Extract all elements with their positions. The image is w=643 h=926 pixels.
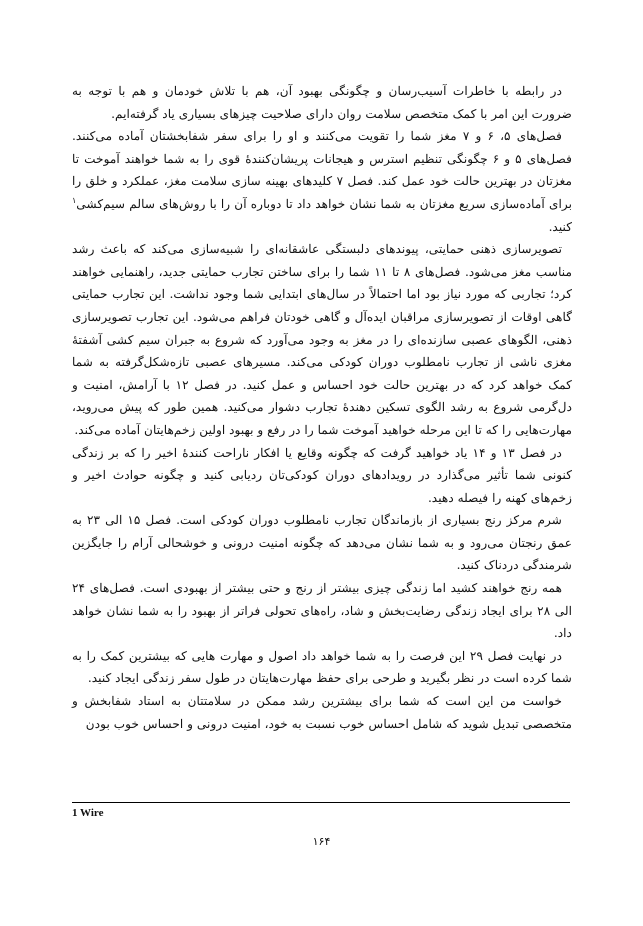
- paragraph-5: شرم مرکز رنج بسیاری از بازماندگان تجارب نامطلوب دوران کودکی است. فصل ۱۵ الی ۲۳ به عمق رنجتان می‌رود و به شما نشان می‌دهد که چگونه امنیت درونی و خوشحالی آرام را جایگزین شرمندگی دردناک کنید.: [72, 513, 572, 573]
- paragraph-1: در رابطه با خاطرات آسیب‌رسان و چگونگی بهبود آن، هم با تلاش خودمان و هم با توجه به ضرورت این امر با کمک متخصص سلامت روان دارای صلاحیت چیزهای بسیاری یاد گرفته‌ایم.: [72, 84, 572, 121]
- paragraph-2-text: فصل‌های ۵، ۶ و ۷ مغز شما را تقویت می‌کنند و او را برای سفر شفابخشتان آماده می‌کنند. فصل‌های ۵ و ۶ چگونگی تنظیم استرس و هیجانات پریشان‌کنندهٔ قوی را به شما خواهند آموخت تا مغزتان در بهترین حالت خود عمل کند. فصل ۷ کلیدهای بهینه سازی سلامت مغز، عملکرد و خلق را برای آماده‌سازی سریع مغزتان به شما نشان خواهد داد تا دوباره آن را با روش‌های سالم سیم‌کشی: [72, 129, 572, 211]
- footnote-divider: [72, 802, 570, 803]
- page-number: ۱۶۴: [312, 835, 331, 848]
- footnote-marker: ۱: [72, 195, 77, 205]
- paragraph-2-tail: کنید.: [548, 219, 572, 234]
- paragraph-8: خواست من این است که شما برای بیشترین رشد ممکن در سلامتتان به استاد شفابخش و متخصصی تبدیل شوید که شامل احساس خوب نسبت به خود، امنیت درونی و احساس خوب بودن: [72, 694, 572, 731]
- paragraph-6: همه رنج خواهند کشید اما زندگی چیزی بیشتر از رنج و حتی بیشتر از بهبودی است. فصل‌های ۲۴ الی ۲۸ برای ایجاد زندگی رضایت‌بخش و شاد، راه‌های تحولی فراتر از بهبود را به شما نشان خواهد داد.: [72, 581, 572, 641]
- footnote: 1 Wire: [72, 807, 104, 819]
- paragraph-2: [72, 125, 572, 238]
- paragraph-4: در فصل ۱۳ و ۱۴ یاد خواهید گرفت که چگونه وقایع یا افکار ناراحت کنندهٔ اخیر را که بر زندگی کنونی شما تأثیر می‌گذارد در رویدادهای دوران کودکی‌تان ردیابی کنید و چگونه حوادث اخیر و زخم‌های کهنه را فیصله دهید.: [72, 445, 572, 505]
- body-text: [72, 80, 572, 735]
- paragraph-3: تصویرسازی ذهنی حمایتی، پیوندهای دلبستگی عاشقانه‌ای را شبیه‌سازی می‌کند که باعث رشد مناسب مغز می‌شود. فصل‌های ۸ تا ۱۱ شما را برای ساختن تجارب حمایتی جدید، راهنمایی خواهند کرد؛ تجاربی که مورد نیاز بود اما احتمالاً در سال‌های ابتدایی شما وجود نداشت. این تجارب حمایتی گاهی اوقات از تصویرسازی مراقبان ایده‌آل و گاهی خودتان فراهم می‌شود. این تجارب تصویرسازی ذهنی، الگوهای عصبی سازنده‌ای را در مغز به وجود می‌آورد که شروع به جبران سیم کشی آشفتهٔ مغزی ناشی از تجارب نامطلوب دوران کودکی می‌کند. مسیرهای عصبی تازه‌شکل‌گرفته به شما کمک خواهد کرد که در بهترین حالت خود احساس و عمل کنید. در فصل ۱۲ با آرامش، امنیت و دل‌گرمی شروع به رشد الگوی تسکین دهندهٔ تجارب دشوار می‌کنید. همین طور که پیش می‌روید، مهارت‌هایی را که تا این مرحله خواهید آموخت شما را در رفع و بهبود اولین زخم‌هایتان آماده می‌کند.: [72, 242, 572, 437]
- paragraph-7: در نهایت فصل ۲۹ این فرصت را به شما خواهد داد اصول و مهارت هایی که بیشترین کمک را به شما کرده است در نظر بگیرید و طرحی برای حفظ مهارت‌هایتان در طول سفر زندگی ایجاد کنید.: [72, 648, 572, 686]
